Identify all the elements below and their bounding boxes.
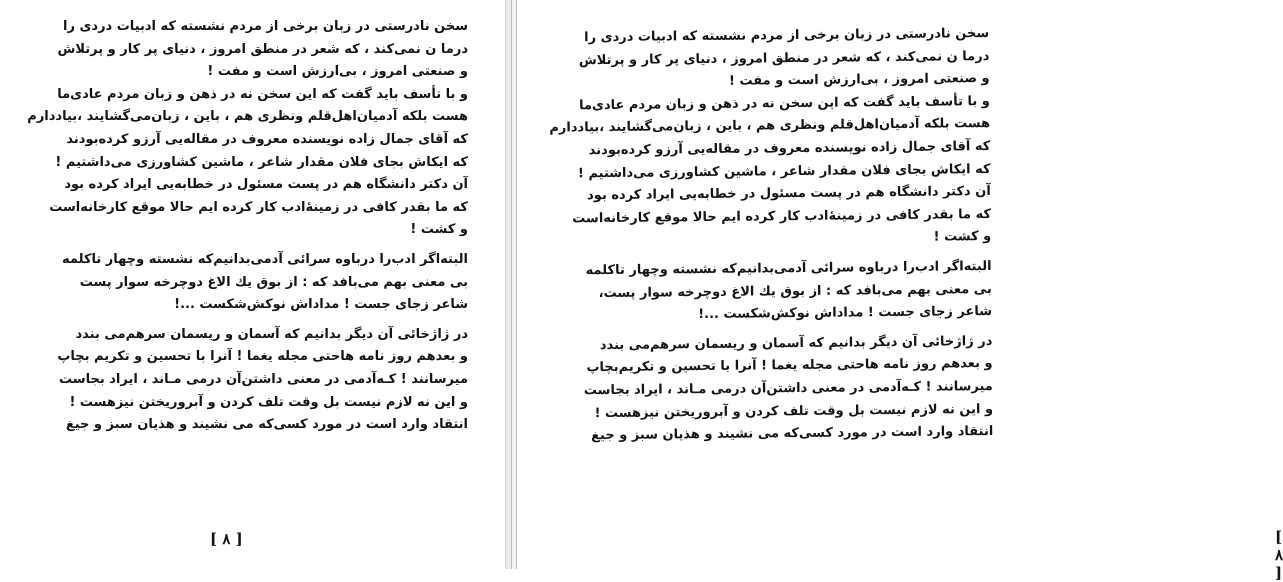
text-line: و با تأسف باید گفت که این سخن نه در ذهن و زبان مردم عادی‌ما: [57, 86, 468, 102]
text-line: که آقای جمال زاده نویسنده معروف در مقاله‌یی آرزو کرده‌بودند: [588, 138, 991, 159]
page-number: [ ۸ ]: [1275, 528, 1283, 582]
text-line: هست بلکه آدمیان‌اهل‌قلم ونظری هم ، باین ، زبان‌می‌گشایند ،بیاددارم: [27, 109, 468, 125]
text-line: و کشت !: [933, 229, 992, 245]
text-line: بی معنی بهم می‌بافد که : از بوق یك الاغ دوچرخه سوار پست: [79, 274, 468, 290]
text-line: انتقاد وارد است در مورد کسی‌که می نشیند و هذیان سبز و جیغ: [65, 417, 468, 433]
text-line: درما ن نمی‌کند ، که شعر در منطق امروز ، دنیای پر کار و پرتلاش: [578, 48, 990, 68]
text-line: در ژاژخائی آن دیگر بدانیم که آسمان و ریسمان سرهم‌می بندد: [75, 326, 468, 342]
text-line: و این نه لازم نیست بل وقت تلف کردن و آبروریختن نیزهست !: [69, 394, 468, 410]
text-line: و بعدهم روز نامه هاحتی مجله یغما ! آنرا با تحسین و تکریم‌بچاپ: [586, 356, 993, 376]
text-line: و بعدهم روز نامه هاحتی مجله یغما ! آنرا با تحسین و تکریم بچاپ: [57, 349, 468, 365]
text-line: البته‌اگر ادب‌را درباوه سرائی آدمی‌بدانیم‌که نشسته وچهار تاکلمه: [62, 251, 468, 267]
text-line: انتقاد وارد است در مورد کسی‌که می نشیند و هذیان سبز و جیغ: [591, 424, 994, 444]
text-line: سخن نادرستی در زبان برخی از مردم نشسته که ادبیات دردی را: [63, 19, 468, 34]
text-line: و صنعتی امروز ، بی‌ارزش است و مفت !: [207, 64, 468, 80]
text-line: که ما بقدر کافی در زمینهٔ‌ادب کار کرده ایم حالا موقع کارخانه‌است: [572, 206, 992, 227]
text-line: که آقای جمال زاده نویسنده معروف در مقاله‌یی آرزو کرده‌بودند: [66, 131, 468, 147]
page-text: [27, 16, 468, 437]
text-line: میرسانند ! کـه‌آدمی در معنی داشتن‌آن درمی مـاند ، ایراد بجاست: [583, 378, 993, 399]
text-line: و صنعتی امروز ، بی‌ارزش است و مفت !: [728, 71, 990, 89]
text-line: آن دکتر دانشگاه هم در پست مسئول در خطابه‌یی ایراد کرده بود: [587, 184, 991, 204]
text-line: درما ن نمی‌کند ، که شعر در منطق امروز ، دنیای پر کار و پرتلاش: [57, 41, 468, 57]
text-line: بی معنی بهم می‌بافد که : از بوق یك الاغ دوچرخه سوار پست،: [598, 281, 992, 301]
text-line: آن دکتر دانشگاه هم در پست مسئول در خطابه‌یی ایراد کرده بود: [64, 177, 468, 193]
text-line: شاعر زجای جست ! مداداش نوکش‌شکست ...!: [698, 304, 993, 323]
text-line: میرسانند ! کـه‌آدمی در معنی داشتن‌آن درمی مـاند ، ایراد بجاست: [59, 371, 468, 387]
text-line: شاعر زجای جست ! مداداش نوکش‌شکست ...!: [174, 297, 468, 313]
text-line: و این نه لازم نیست بل وقت تلف کردن و آبروریختن نیزهست !: [594, 401, 994, 421]
text-line: در ژاژخائی آن دیگر بدانیم که آسمان و ریسمان سرهم‌می بندد: [599, 333, 993, 353]
text-line: که ایکاش بجای فلان مقدار شاعر ، ماشین کشاورزی می‌داشتیم !: [577, 161, 991, 181]
text-line: هست بلکه آدمیان‌اهل‌قلم ونظری هم ، باین ، زبان‌می‌گشایند ،بیاددارم: [549, 116, 991, 136]
page-number: [ ۸ ]: [210, 530, 243, 548]
left-page: [0, 0, 511, 569]
text-line: که ما بقدر کافی در زمینهٔ‌ادب کار کرده ایم حالا موقع کارخانه‌است: [49, 199, 468, 215]
text-line: و با تأسف باید گفت که این سخن نه در ذهن و زبان مردم عادی‌ما: [579, 93, 990, 114]
right-page: [517, 0, 1283, 582]
text-line: و کشت !: [410, 222, 468, 238]
text-line: سخن نادرستی در زبان برخی از مردم نشسته که ادبیات دردی را: [584, 25, 990, 46]
text-line: که ایکاش بجای فلان مقدار شاعر ، ماشین کشاورزی می‌داشتیم !: [55, 154, 468, 170]
text-line: البته‌اگر ادب‌را درباوه سرائی آدمی‌بدانیم‌که نشسته وچهار تاکلمه: [585, 258, 992, 279]
page-text: [549, 23, 994, 448]
